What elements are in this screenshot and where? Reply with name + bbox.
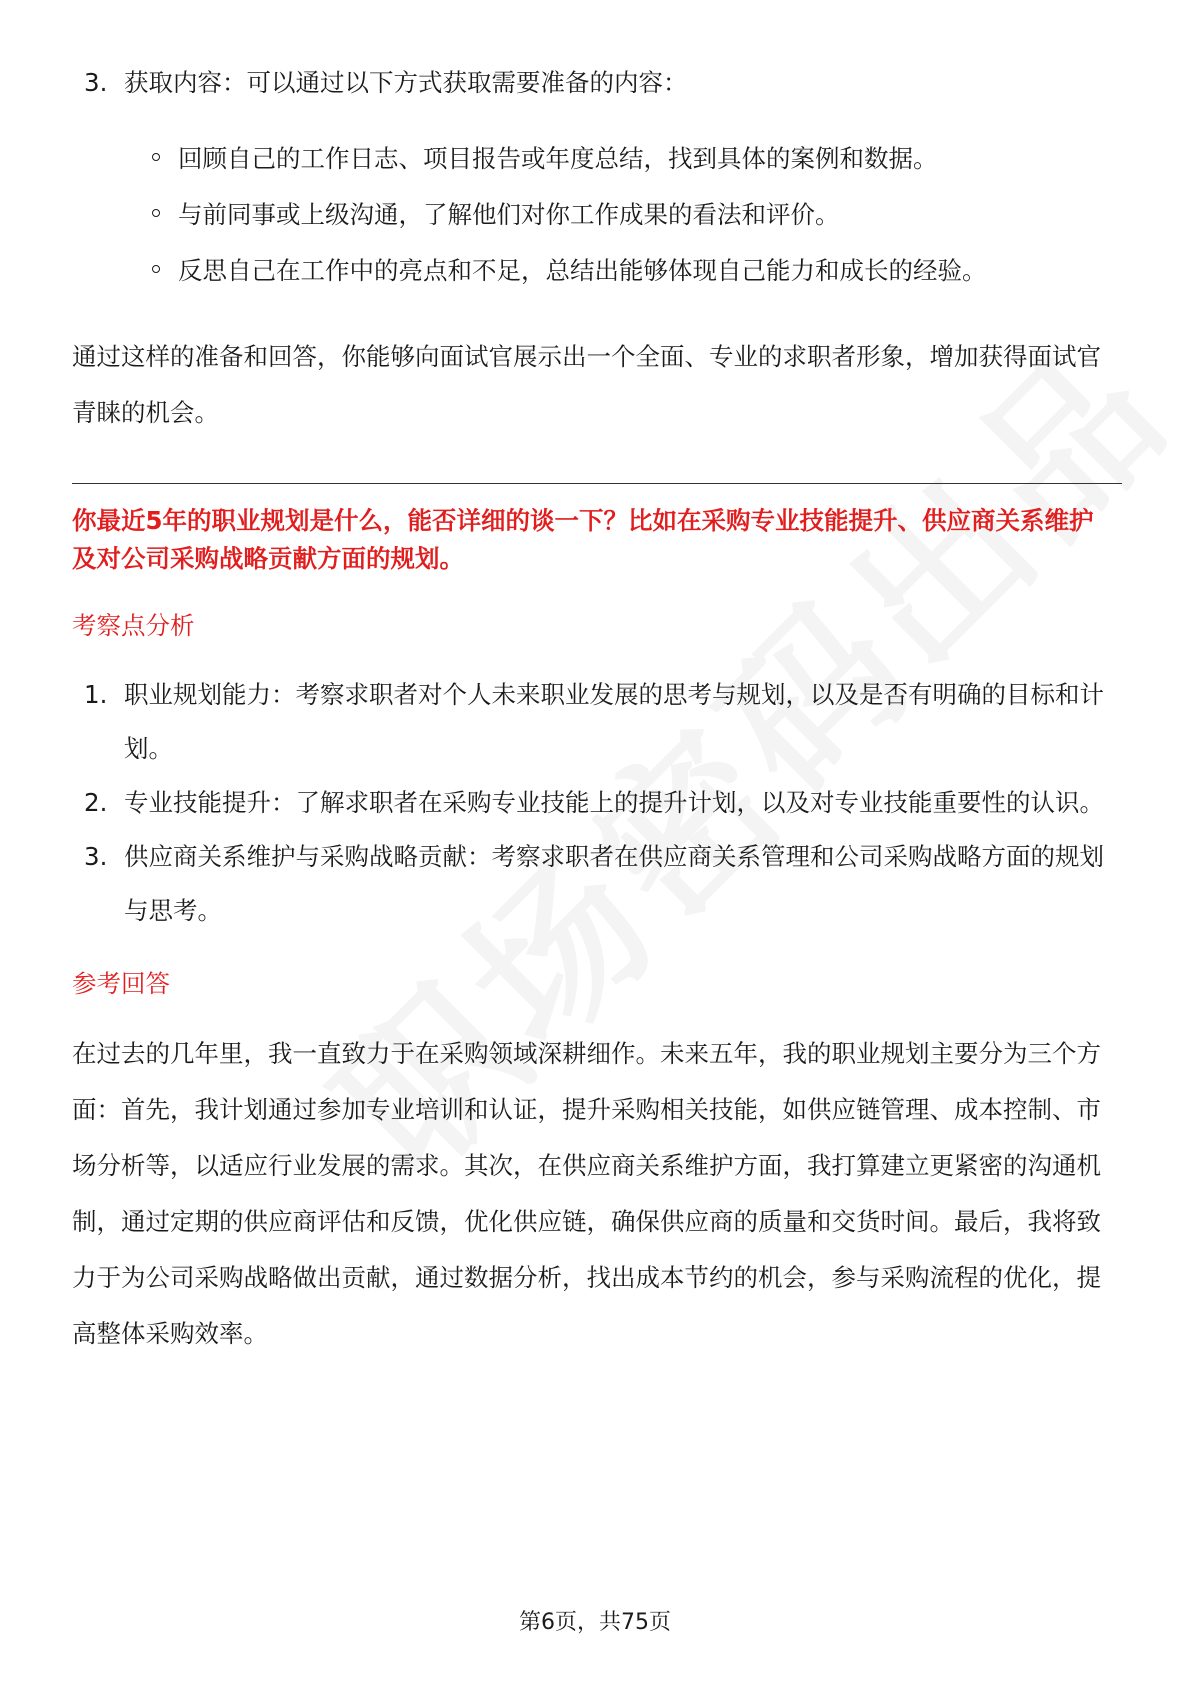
sub-bullet-item bbox=[72, 131, 1122, 187]
hollow-bullet-icon bbox=[152, 153, 160, 161]
analysis-item-3 bbox=[72, 830, 1122, 938]
page-number-footer: 第6页，共75页 bbox=[519, 1610, 671, 1635]
list-number: 2. bbox=[84, 788, 108, 817]
analysis-item-2 bbox=[72, 776, 1122, 830]
answer-paragraph: 在过去的几年里，我一直致力于在采购领域深耕细作。未来五年，我的职业规划主要分为三个方面：首先，我计划通过参加专业培训和认证，提升采购相关技能，如供应链管理、成本控制、市场分析等，以适应行业发展的需求。其次，在供应商关系维护方面，我打算建立更紧密的沟通机制，通过定期的供应商评估和反馈，优化供应链，确保供应商的质量和交货时间。最后，我将致力于为公司采购战略做出贡献，通过数据分析，找出成本节约的机会，参与采购流程的优化，提高整体采购效率。 bbox=[72, 1039, 1101, 1348]
hollow-bullet-icon bbox=[152, 265, 160, 273]
hollow-bullet-icon bbox=[152, 209, 160, 217]
list-item-text: 获取内容：可以通过以下方式获取需要准备的内容： bbox=[124, 68, 688, 97]
list-item-text: 供应商关系维护与采购战略贡献：考察求职者在供应商关系管理和公司采购战略方面的规划与思考。 bbox=[124, 842, 1104, 925]
sub-bullet-list bbox=[72, 131, 1122, 299]
list-number: 1. bbox=[84, 680, 108, 709]
list-number: 3. bbox=[84, 68, 108, 97]
answer-heading: 参考回答 bbox=[72, 969, 170, 998]
analysis-item-1 bbox=[72, 668, 1122, 776]
sub-bullet-text: 与前同事或上级沟通，了解他们对你工作成果的看法和评价。 bbox=[178, 200, 840, 229]
closing-paragraph: 通过这样的准备和回答，你能够向面试官展示出一个全面、专业的求职者形象，增加获得面试官青睐的机会。 bbox=[72, 342, 1101, 427]
section-divider bbox=[72, 483, 1122, 484]
sub-bullet-item bbox=[72, 243, 1122, 299]
sub-bullet-text: 回顾自己的工作日志、项目报告或年度总结，找到具体的案例和数据。 bbox=[178, 144, 938, 173]
page-content bbox=[72, 55, 1122, 1362]
analysis-heading: 考察点分析 bbox=[72, 611, 195, 640]
interview-question: 你最近5年的职业规划是什么，能否详细的谈一下？比如在采购专业技能提升、供应商关系维护及对公司采购战略贡献方面的规划。 bbox=[72, 506, 1094, 573]
list-item-3 bbox=[72, 55, 1122, 111]
sub-bullet-text: 反思自己在工作中的亮点和不足，总结出能够体现自己能力和成长的经验。 bbox=[178, 256, 987, 285]
list-item-text: 专业技能提升：了解求职者在采购专业技能上的提升计划，以及对专业技能重要性的认识。 bbox=[124, 788, 1104, 817]
list-item-text: 职业规划能力：考察求职者对个人未来职业发展的思考与规划，以及是否有明确的目标和计划。 bbox=[124, 680, 1104, 763]
list-number: 3. bbox=[84, 842, 108, 871]
sub-bullet-item bbox=[72, 187, 1122, 243]
analysis-list bbox=[72, 668, 1122, 938]
